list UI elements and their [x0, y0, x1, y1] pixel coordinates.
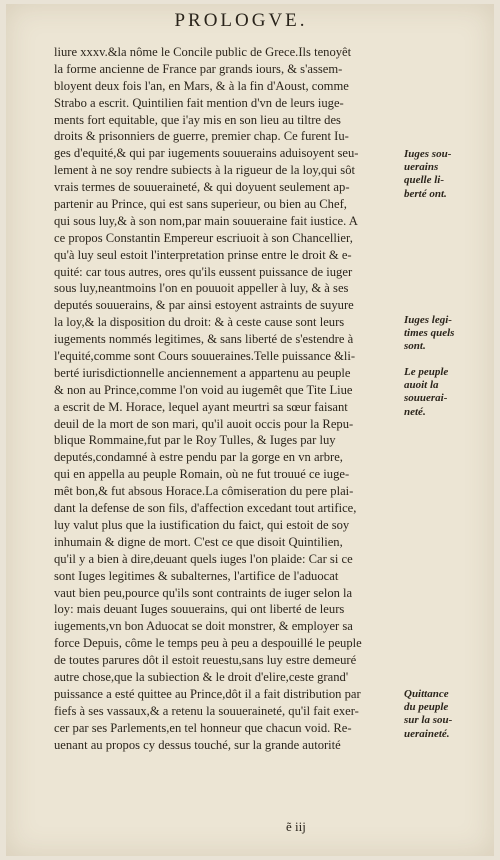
text-line: partenir au Prince, qui est sans superieur, ou bien au Chef, — [54, 197, 347, 212]
text-line: ges d'equité,& qui par iugements souuerains aduisoyent seu- — [54, 146, 359, 161]
text-line: fiefs à ses vassaux,& a retenu la souueraineté, qu'il fait exer- — [54, 703, 359, 718]
margin-note-2 — [404, 314, 474, 354]
margin-note-line: sont. — [404, 340, 426, 353]
margin-note-line: du peuple — [404, 701, 449, 714]
margin-note-1 — [404, 148, 474, 201]
margin-note-4 — [404, 688, 474, 741]
text-line: a escrit de M. Horace, lequel ayant meurtri sa sœur faisant — [54, 399, 348, 414]
text-line: deputés,condamné à estre pendu par la gorge en vn arbre, — [54, 450, 343, 465]
text-line: deuil de la mort de son mari, qu'il auoit occis pour la Repu- — [54, 416, 354, 431]
margin-note-line: times quels — [404, 327, 455, 340]
page-title: PROLOGVE. — [174, 10, 308, 31]
book-page — [6, 4, 494, 856]
text-line: vrais termes de souueraineté, & qui doyuent seulement ap- — [54, 180, 350, 195]
text-line: la forme ancienne de France par grands iours, & s'assem- — [54, 61, 343, 76]
margin-note-line: auoit la — [404, 379, 439, 392]
text-line: blique Rommaine,fut par le Roy Tulles, & Iuges par luy — [54, 433, 336, 448]
text-line: qu'il y a bien à dire,deuant quels iuges l'on plaide: Car si ce — [54, 551, 353, 566]
margin-note-line: quelle li- — [404, 174, 445, 187]
text-line: qu'à luy seul estoit l'interpretation prinse entre le droit & e- — [54, 247, 352, 262]
margin-note-line: Iuges legi- — [404, 314, 452, 326]
text-line: dant la defense de son fils, d'affection excedant tout artifice, — [54, 501, 357, 516]
text-line: sont Iuges legitimes & subalternes, l'artifice de l'aduocat — [54, 568, 339, 583]
text-line: ments fort equitable, que i'ay mis en son lieu au tiltre des — [54, 112, 341, 127]
margin-note-line: Le peuple — [404, 366, 449, 378]
text-line: liure xxxv.&la nôme le Concile public de Grece.Ils tenoyêt — [54, 45, 352, 59]
text-line: berté iurisdictionnelle anciennement a appartenu au peuple — [54, 365, 351, 380]
margin-note-3 — [404, 366, 474, 419]
text-line: inhumain & digne de mort. C'est ce que disoit Quintilien, — [54, 534, 343, 549]
text-line: l'equité,comme sont Cours souueraines.Telle puissance &li- — [54, 349, 356, 364]
text-line: & non au Prince,comme l'on void au iugemêt que Tite Liue — [54, 382, 353, 397]
margin-note-line: souuerai- — [404, 392, 448, 405]
margin-note-line: Iuges sou- — [404, 148, 452, 160]
margin-note-line: Quittance — [404, 688, 449, 700]
text-line: lement à ne soy rendre subiects à la rigueur de la loy,qui sôt — [54, 163, 355, 178]
text-line: qui en appella au peuple Romain, où ne fut trouué ce iuge- — [54, 467, 350, 482]
text-line: Strabo a escrit. Quintilien fait mention d'vn de leurs iuge- — [54, 95, 344, 110]
text-line: autre chose,que la subiection & le droit d'elire,ceste grand' — [54, 669, 349, 684]
text-line: mêt bon,& fut absous Horace.La cômiseration du pere plai- — [54, 484, 354, 499]
text-line: uenant au propos cy dessus touché, sur la grande autorité — [54, 737, 341, 752]
text-line: droits & prisonniers de guerre, premier chap. Ce furent Iu- — [54, 129, 349, 144]
margin-note-line: sur la sou- — [404, 714, 453, 727]
text-line: deputés souuerains, & par ainsi estoyent astraints de suyure — [54, 298, 354, 313]
text-line: iugements nommés legitimes, & sans liberté de s'estendre à — [54, 332, 354, 347]
text-line: sous luy,neantmoins l'on en pouuoit appeller à luy, & à ses — [54, 281, 349, 296]
margin-note-line: ueraineté. — [404, 727, 450, 740]
body-text — [54, 44, 400, 753]
text-line: puissance a esté quittee au Prince,dôt il a fait distribution par — [54, 686, 361, 701]
text-line: quité: car tous autres, ores qu'ils eussent puissance de iuger — [54, 264, 353, 279]
text-line: de toutes parures dôt il estoit reuestu,sans luy estre demeuré — [54, 653, 357, 668]
signature-mark: ẽ iij — [286, 819, 306, 834]
text-line: bloyent deux fois l'an, en Mars, & à la fin d'Aoust, comme — [54, 78, 349, 93]
text-line: force Depuis, côme le temps peu à peu a despouillé le peuple — [54, 636, 362, 651]
text-line: vaut bien peu,pource qu'ils sont contraints de iuger selon la — [54, 585, 353, 600]
text-line: qui sous luy,& à son nom,par main souueraine fait iustice. A — [54, 213, 358, 228]
text-line: la loy,& la disposition du droit: & à ceste cause sont leurs — [54, 315, 345, 330]
text-line: iugements,vn bon Aduocat se doit monstrer, & employer sa — [54, 619, 353, 634]
margin-note-line: berté ont. — [404, 187, 447, 200]
text-line: cer par ses Parlements,en tel honneur que chacun void. Re- — [54, 720, 352, 735]
margin-note-line: neté. — [404, 405, 426, 418]
text-line: ce propos Constantin Empereur escriuoit à son Chancellier, — [54, 230, 353, 245]
text-line: loy: mais deuant Iuges souuerains, qui ont liberté de leurs — [54, 602, 345, 617]
margin-note-line: uerains — [404, 161, 439, 174]
text-line: luy valut plus que la iustification du faict, qui estoit de soy — [54, 517, 350, 532]
